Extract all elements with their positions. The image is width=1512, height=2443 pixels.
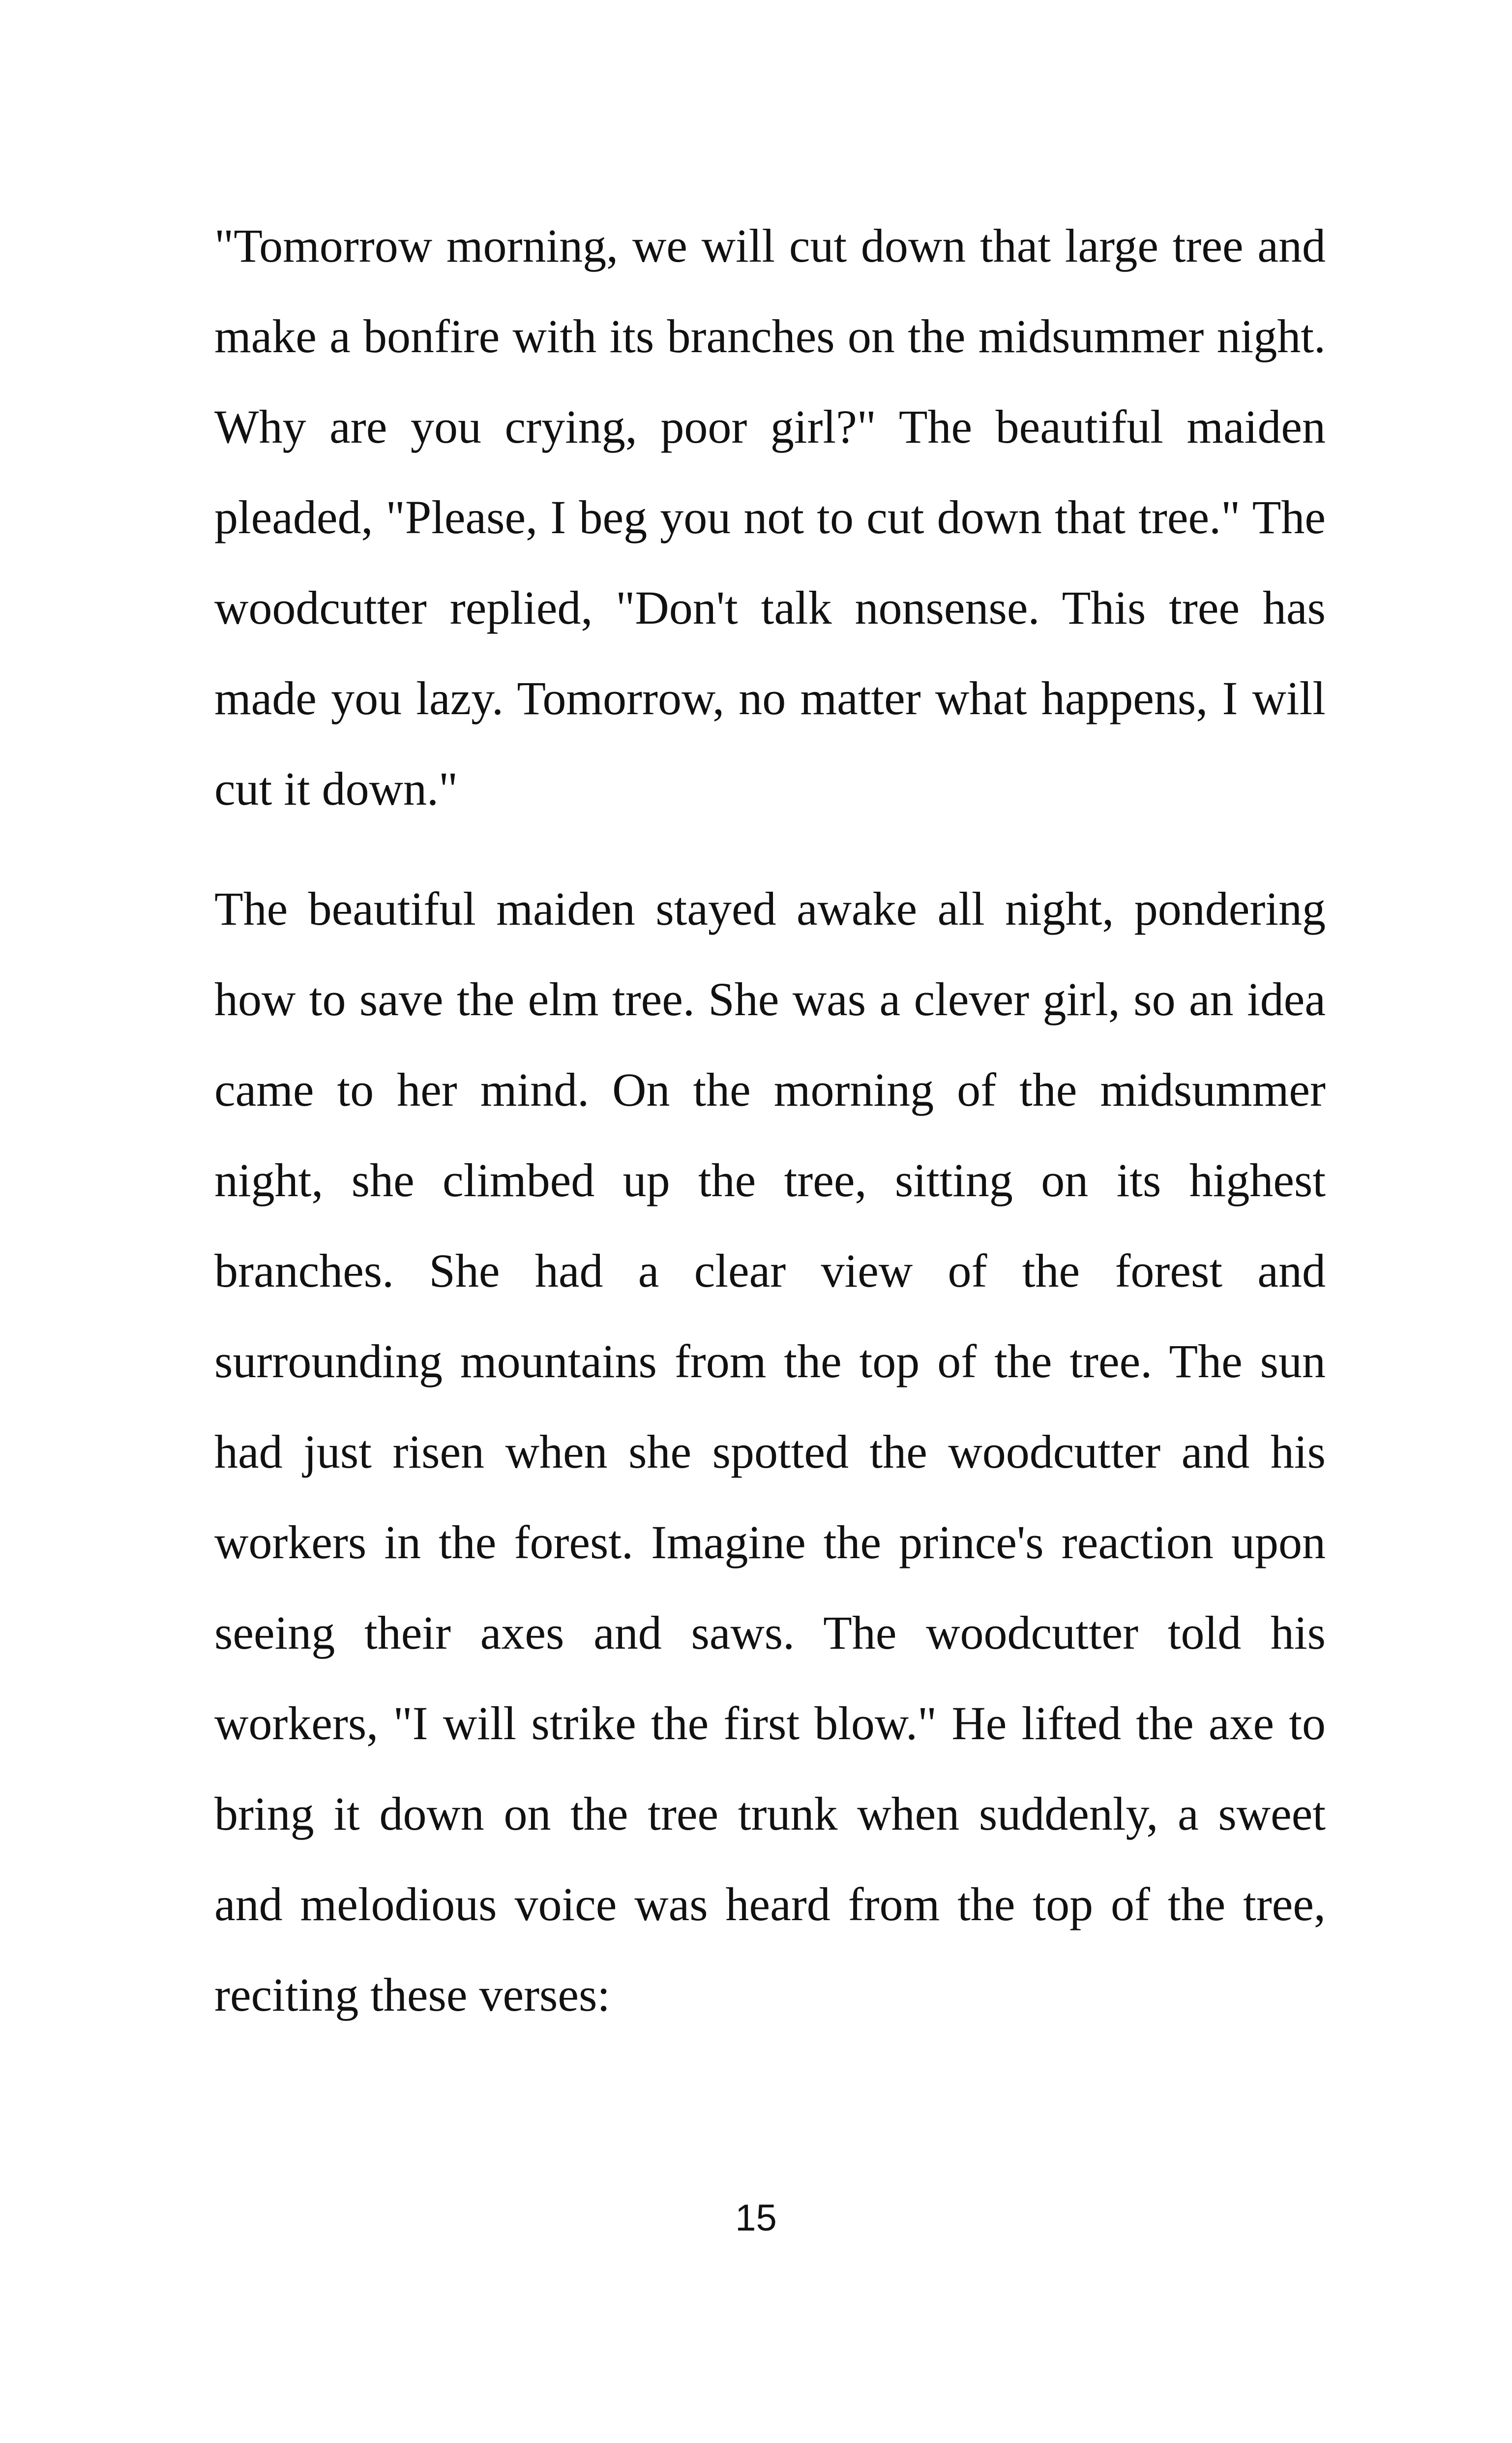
page-number: 15 — [735, 2197, 777, 2239]
paragraph-1: "Tomorrow morning, we will cut down that large tree and make a bonfire with its branches on the midsummer night. Why are you crying, poor girl?" The beautiful maiden pleaded, "Please, I beg you not to cut down that tree." The woodcutter replied, "Don't talk nonsense. This tree has made you lazy. Tomorrow, no matter what happens, I will cut it down." — [214, 219, 1326, 815]
body-text — [214, 201, 1326, 2040]
paragraph-2: The beautiful maiden stayed awake all night, pondering how to save the elm tree. She was a clever girl, so an idea came to her mind. On the morning of the midsummer night, she climbed up the tree, sitting on its highest branches. She had a clear view of the forest and surrounding mountains from the top of the tree. The sun had just risen when she spotted the woodcutter and his workers in the forest. Imagine the prince's reaction upon seeing their axes and saws. The woodcutter told his workers, "I will strike the first blow." He lifted the axe to bring it down on the tree trunk when suddenly, a sweet and melodious voice was heard from the top of the tree, reciting these verses: — [214, 882, 1326, 2021]
